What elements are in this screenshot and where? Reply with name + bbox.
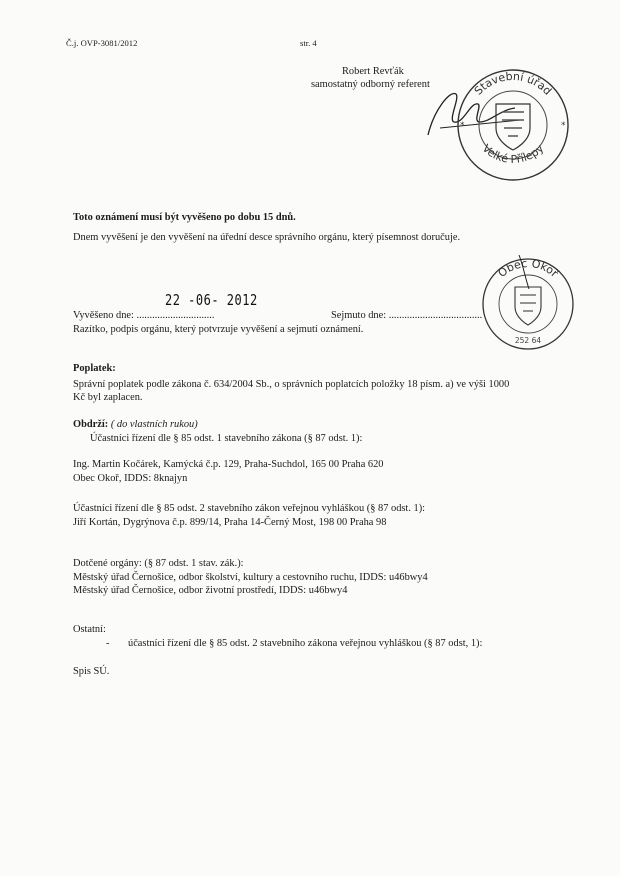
posted-date-stamp: 22 -06- 2012 xyxy=(165,291,258,309)
svg-text:Obec Okoř xyxy=(496,257,562,280)
authorities-title: Dotčené orgány: (§ 87 odst. 1 stav. zák.): xyxy=(73,558,244,569)
removed-label: Sejmuto dne: xyxy=(331,310,387,321)
recipients-heading: Obdrží: xyxy=(73,419,109,430)
other-recipient: účastníci řízení dle § 85 odst. 2 stavebního zákona veřejnou vyhláškou (§ 87 odst, 1): xyxy=(128,638,483,649)
recipients-heading-note: ( do vlastních rukou) xyxy=(110,419,198,430)
posted-label: Vyvěšeno dne: xyxy=(73,310,134,321)
office-stamp-top-text: Stavební úřad xyxy=(471,69,555,98)
reference-number: Č.j. OVP-3081/2012 xyxy=(66,38,138,48)
page-number: str. 4 xyxy=(300,38,317,48)
municipality-stamp-text: Obec Okoř xyxy=(495,256,561,280)
group1-recipient: Ing. Martin Kočárek, Kamýcká č.p. 129, Praha-Suchdol, 165 00 Praha 620 xyxy=(73,459,384,470)
recipients-heading-line xyxy=(73,418,198,431)
authority-recipient: Městský úřad Černošice, odbor životní prostředí, IDDS: u46bwy4 xyxy=(73,585,348,596)
svg-text:Stavební úřad xyxy=(472,70,554,98)
other-title: Ostatní: xyxy=(73,624,106,635)
municipality-stamp xyxy=(479,255,577,353)
signatory-name: Robert Revťák xyxy=(342,66,404,77)
notice-heading: Toto oznámení musí být vyvěšeno po dobu 15 dnů. xyxy=(73,212,296,223)
office-stamp xyxy=(454,66,572,184)
signatory-role: samostatný odborný referent xyxy=(311,79,430,90)
fees-line-1: Správní poplatek podle zákona č. 634/2004 Sb., o správních poplatcích položky 18 písm. a) ve výši 1000 xyxy=(73,379,510,390)
posted-line xyxy=(73,309,214,322)
removed-dots: .................................... xyxy=(388,310,483,321)
office-stamp-bottom-text: Velké Přílepy xyxy=(479,141,547,166)
svg-text:*: * xyxy=(561,121,566,131)
fees-line-2: Kč byl zaplacen. xyxy=(73,392,143,403)
group2-recipient: Jiří Kortán, Dygrýnova č.p. 899/14, Praha 14-Černý Most, 198 00 Praha 98 xyxy=(73,517,387,528)
removed-line xyxy=(331,309,482,322)
fees-heading: Poplatek: xyxy=(73,363,116,374)
group1-recipient: Obec Okoř, IDDS: 8knajyn xyxy=(73,473,188,484)
authority-recipient: Městský úřad Černošice, odbor školství, kultury a cestovního ruchu, IDDS: u46bwy4 xyxy=(73,572,428,583)
posted-dots: .............................. xyxy=(136,310,215,321)
other-bullet: - xyxy=(106,638,110,649)
group2-title: Účastníci řízení dle § 85 odst. 2 stavebního zákon veřejnou vyhláškou (§ 87 odst. 1): xyxy=(73,503,426,514)
group1-title: Účastníci řízení dle § 85 odst. 1 stavebního zákona (§ 87 odst. 1): xyxy=(90,433,363,444)
svg-text:*: * xyxy=(460,121,465,131)
file-note: Spis SÚ. xyxy=(73,666,110,677)
municipality-stamp-zip: 252 64 xyxy=(514,336,542,345)
stamp-instruction: Razítko, podpis orgánu, který potvrzuje vyvěšení a sejmutí oznámení. xyxy=(73,324,364,335)
notice-text: Dnem vyvěšení je den vyvěšení na úřední desce správního orgánu, který písemnost doručuje. xyxy=(73,232,461,243)
svg-text:Velké Přílepy xyxy=(480,142,547,166)
